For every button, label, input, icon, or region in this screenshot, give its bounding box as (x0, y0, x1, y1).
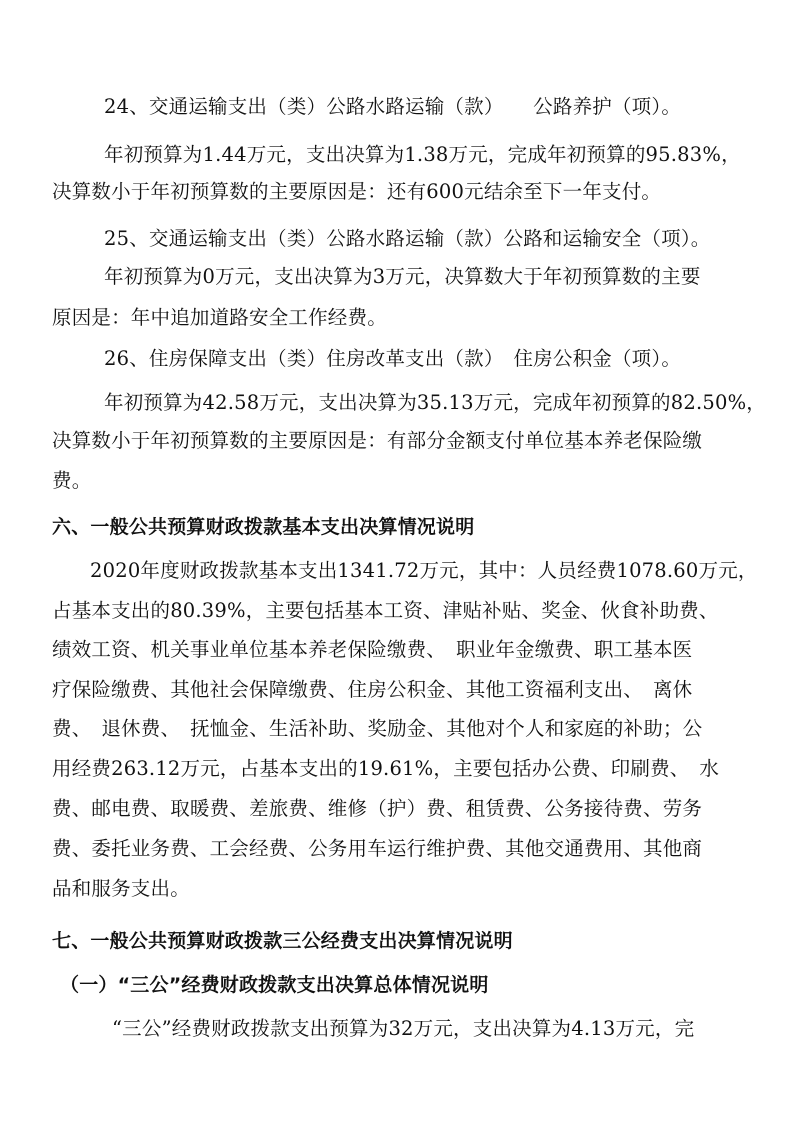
paragraph-line: 费、 退休费、 抚恤金、生活补助、奖励金、其他对个人和家庭的补助；公 (52, 717, 703, 740)
paragraph-line: 年初预算为1.44万元，支出决算为1.38万元，完成年初预算的95.83%， (104, 143, 741, 166)
paragraph-line: 年初预算为42.58万元，支出决算为35.13万元，完成年初预算的82.50%， (104, 391, 767, 414)
paragraph-line: 费。 (52, 469, 92, 492)
paragraph-line: 年初预算为0万元，支出决算为3万元，决算数大于年初预算数的主要 (104, 265, 701, 288)
paragraph-line: 疗保险缴费、其他社会保障缴费、住房公积金、其他工资福利支出、 离休 (52, 678, 693, 701)
item-25-heading: 25、交通运输支出（类）公路水路运输（款）公路和运输安全（项）。 (104, 227, 711, 250)
paragraph-line: 决算数小于年初预算数的主要原因是：有部分金额支付单位基本养老保险缴 (52, 429, 703, 452)
paragraph-line: “三公”经费财政拨款支出预算为32万元，支出决算为4.13万元，完 (112, 1017, 695, 1040)
paragraph-line: 原因是：年中追加道路安全工作经费。 (52, 306, 387, 329)
paragraph-line: 占基本支出的80.39%，主要包括基本工资、津贴补贴、奖金、伙食补助费、 (52, 599, 719, 622)
paragraph-line: 品和服务支出。 (52, 877, 190, 900)
paragraph-line: 费、邮电费、取暖费、差旅费、维修（护）费、租赁费、公务接待费、劳务 (52, 797, 703, 820)
item-26-heading: 26、住房保障支出（类）住房改革支出（款） 住房公积金（项）。 (104, 347, 682, 370)
section-6-heading: 六、一般公共预算财政拨款基本支出决算情况说明 (52, 516, 475, 538)
paragraph-line: 用经费263.12万元，占基本支出的19.61%，主要包括办公费、印刷费、 水 (52, 757, 720, 780)
subsection-1-heading: （一）“三公”经费财政拨款支出决算总体情况说明 (60, 974, 489, 996)
paragraph-line: 费、委托业务费、工会经费、公务用车运行维护费、其他交通费用、其他商 (52, 837, 703, 860)
section-7-heading: 七、一般公共预算财政拨款三公经费支出决算情况说明 (52, 930, 513, 952)
paragraph-line: 2020年度财政拨款基本支出1341.72万元，其中：人员经费1078.60万元， (90, 559, 758, 582)
paragraph-line: 决算数小于年初预算数的主要原因是：还有600元结余至下一年支付。 (52, 180, 662, 203)
item-24-heading: 24、交通运输支出（类）公路水路运输（款） 公路养护（项）。 (104, 95, 682, 118)
paragraph-line: 绩效工资、机关事业单位基本养老保险缴费、 职业年金缴费、职工基本医 (52, 638, 693, 661)
